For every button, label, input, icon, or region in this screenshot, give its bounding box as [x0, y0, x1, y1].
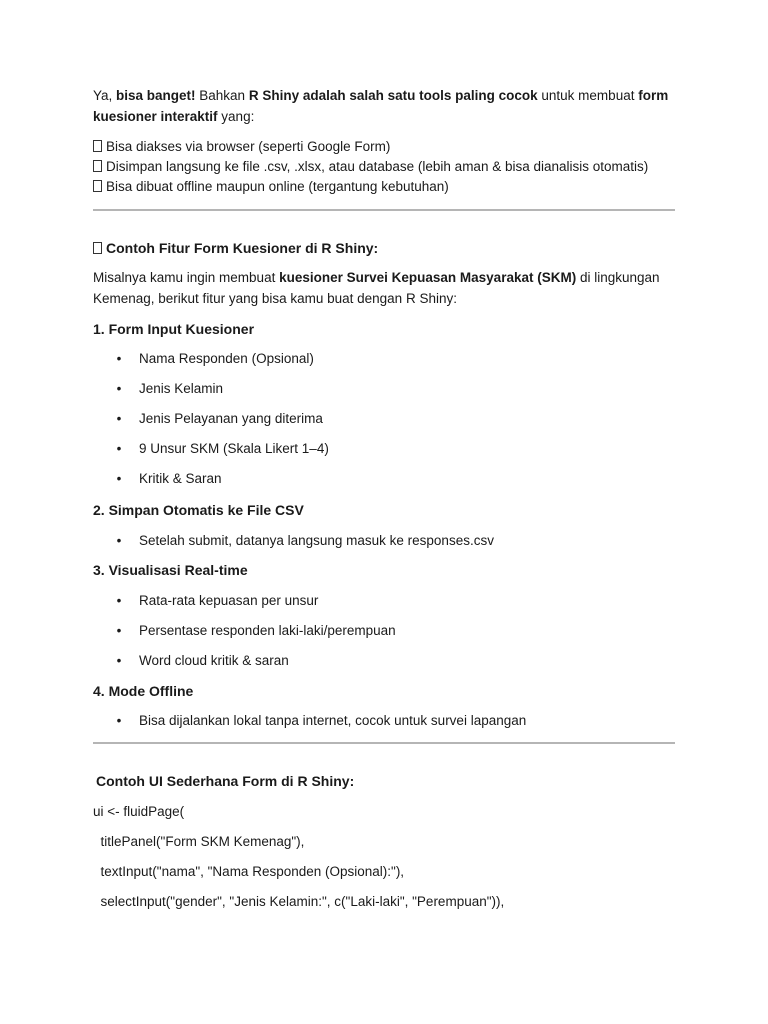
- list-item-text: Persentase responden laki-laki/perempuan: [139, 623, 396, 638]
- intro-bold: kuesioner interaktif: [93, 109, 218, 124]
- features-intro-bold: kuesioner Survei Kepuasan Masyarakat (SKM): [279, 270, 577, 285]
- check-item-text: Bisa dibuat offline maupun online (tergantung kebutuhan): [106, 179, 449, 194]
- missing-glyph-icon: [93, 140, 102, 152]
- features-heading-text: Contoh Fitur Form Kuesioner di R Shiny:: [106, 240, 379, 256]
- intro-bold: bisa banget!: [116, 88, 196, 103]
- bullet: •: [116, 593, 122, 608]
- bullet: •: [116, 533, 122, 548]
- check-item-text: Bisa diakses via browser (seperti Google Form): [106, 139, 391, 154]
- intro-line-2: [93, 107, 254, 127]
- intro-bold: form: [638, 88, 669, 103]
- list-item-text: Kritik & Saran: [139, 471, 222, 486]
- list-item-text: 9 Unsur SKM (Skala Likert 1–4): [139, 441, 329, 456]
- check-item-text: Disimpan langsung ke file .csv, .xlsx, atau database (lebih aman & bisa dianalisis otomatis): [106, 159, 649, 174]
- check-item: [93, 137, 390, 157]
- list-item-text: Rata-rata kepuasan per unsur: [139, 593, 319, 608]
- intro-line-1: [93, 86, 668, 106]
- list-item-text: Bisa dijalankan lokal tanpa internet, cocok untuk survei lapangan: [139, 713, 527, 728]
- features-intro-line-1: [93, 268, 660, 288]
- section-title: 2. Simpan Otomatis ke File CSV: [93, 502, 304, 518]
- list-item-text: Nama Responden (Opsional): [139, 351, 314, 366]
- bullet: •: [116, 713, 122, 728]
- check-item: [93, 157, 648, 177]
- bullet: •: [116, 411, 122, 426]
- bullet: •: [116, 471, 122, 486]
- bullet: •: [116, 351, 122, 366]
- list-item-text: Jenis Pelayanan yang diterima: [139, 411, 323, 426]
- check-item: [93, 177, 449, 197]
- bullet: •: [116, 441, 122, 456]
- code-line: ui <- fluidPage(: [93, 804, 185, 819]
- divider: [93, 742, 675, 744]
- features-intro-line-2: [93, 289, 457, 309]
- intro-text: Bahkan: [195, 88, 249, 103]
- features-intro-text: di lingkungan: [576, 270, 660, 285]
- features-heading: [93, 238, 378, 258]
- intro-text: Ya,: [93, 88, 117, 103]
- list-item-text: Setelah submit, datanya langsung masuk ke responses.csv: [139, 533, 494, 548]
- list-item-text: Jenis Kelamin: [139, 381, 224, 396]
- bullet: •: [116, 381, 122, 396]
- section-title: 1. Form Input Kuesioner: [93, 321, 255, 337]
- section-title: 4. Mode Offline: [93, 683, 194, 699]
- bullet: •: [116, 653, 122, 668]
- features-intro-text: Misalnya kamu ingin membuat: [93, 270, 280, 285]
- code-line: textInput("nama", "Nama Responden (Opsional):"),: [93, 864, 405, 879]
- intro-text: untuk membuat: [537, 88, 639, 103]
- intro-text: yang:: [217, 109, 255, 124]
- code-line: selectInput("gender", "Jenis Kelamin:", c("Laki-laki", "Perempuan")),: [93, 894, 505, 909]
- code-line: titlePanel("Form SKM Kemenag"),: [93, 834, 305, 849]
- features-intro-text: Kemenag, berikut fitur yang bisa kamu buat dengan R Shiny:: [93, 291, 457, 306]
- ui-heading: Contoh UI Sederhana Form di R Shiny:: [96, 773, 355, 789]
- list-item-text: Word cloud kritik & saran: [139, 653, 289, 668]
- missing-glyph-icon: [93, 242, 102, 254]
- missing-glyph-icon: [93, 160, 102, 172]
- section-title: 3. Visualisasi Real-time: [93, 562, 248, 578]
- divider: [93, 209, 675, 211]
- missing-glyph-icon: [93, 180, 102, 192]
- bullet: •: [116, 623, 122, 638]
- intro-bold: R Shiny adalah salah satu tools paling cocok: [248, 88, 538, 103]
